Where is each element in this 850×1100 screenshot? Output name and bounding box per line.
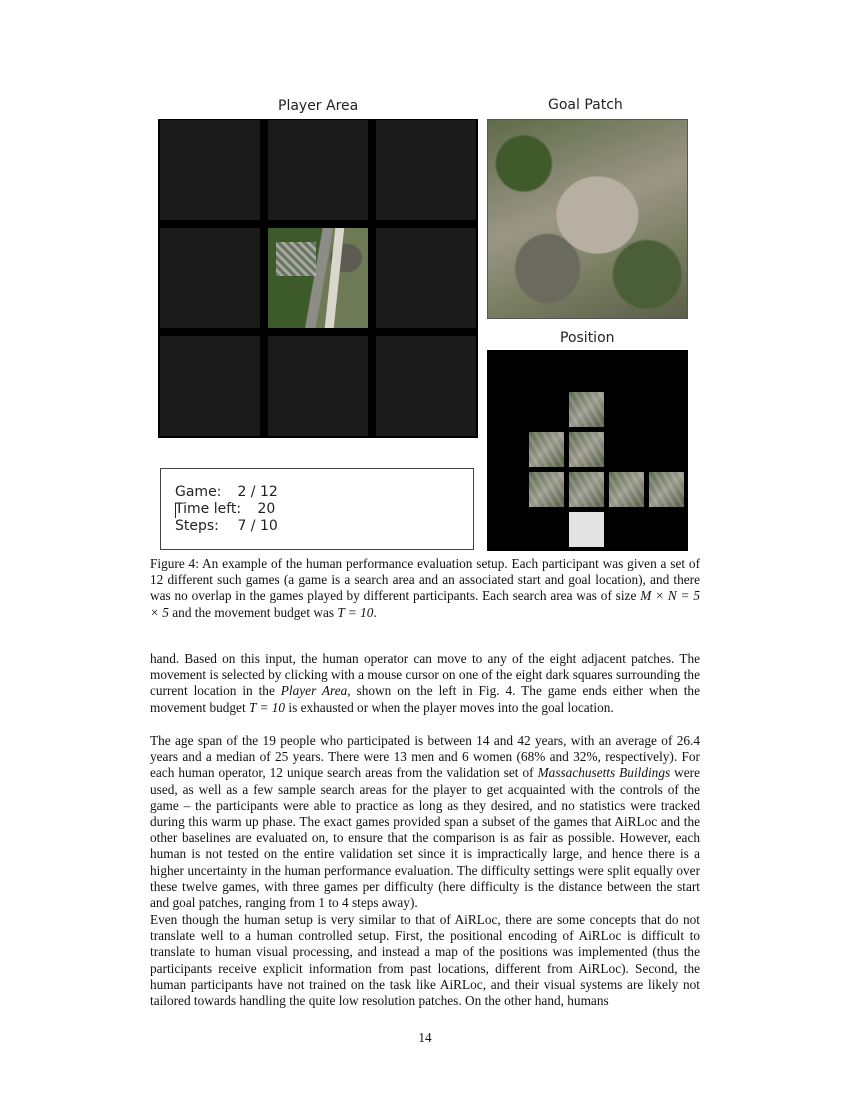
caption-text-end: . bbox=[373, 604, 377, 620]
grid-cell-sw[interactable] bbox=[160, 336, 260, 436]
game-value: 2 / 12 bbox=[237, 484, 278, 500]
para2-italic: Massachusetts Buildings bbox=[537, 765, 671, 781]
time-label: Time left: bbox=[175, 501, 242, 517]
figure-caption bbox=[150, 556, 700, 621]
grid-cell-e[interactable] bbox=[376, 228, 476, 328]
grid-cell-w[interactable] bbox=[160, 228, 260, 328]
para1-math: T = 10 bbox=[248, 699, 286, 715]
steps-value: 7 / 10 bbox=[237, 518, 278, 534]
grid-cell-nw[interactable] bbox=[160, 120, 260, 220]
para1-text-a: hand. Based on this input, the human operator can move to any of the eight adjacent patches. The movement is selected by clicking with a mouse cursor on one of the eight dark squares surrounding the current location in the bbox=[150, 651, 700, 699]
player-area-title: Player Area bbox=[278, 98, 359, 114]
visited-patch bbox=[529, 432, 564, 467]
current-location-patch bbox=[268, 228, 368, 328]
paragraph-3: Even though the human setup is very similar to that of AiRLoc, there are some concepts that do not translate well to a human controlled setup. First, the positional encoding of AiRLoc is difficult to translate to human visual processing, and instead a map of the positions was implemented (thus the participants receive explicit information from past locations, different from AiRLoc). Second, the human participants have not trained on the task like AiRLoc, and their visual systems are likely not tailored towards handling the quite low resolution patches. On the other hand, humans bbox=[150, 912, 700, 1009]
caption-text-mid: and the movement budget was bbox=[168, 604, 338, 620]
position-title: Position bbox=[560, 330, 615, 346]
position-map bbox=[487, 350, 688, 551]
time-value: 20 bbox=[257, 501, 276, 517]
steps-label: Steps: bbox=[175, 518, 219, 534]
grid-cell-n[interactable] bbox=[268, 120, 368, 220]
para2-text-a: The age span of the 19 people who participated is between 14 and 42 years, with an average of 26.4 years and a median of 25 years. There were 13 men and 6 women (68% and 32%, respectively). For each human operator, 12 unique search areas from the validation set of bbox=[150, 733, 700, 781]
caption-math-budget: T = 10 bbox=[337, 604, 374, 620]
paragraph-2 bbox=[150, 733, 700, 911]
visited-patch bbox=[529, 472, 564, 507]
grid-cell-s[interactable] bbox=[268, 336, 368, 436]
current-position-marker bbox=[569, 512, 604, 547]
visited-patch bbox=[569, 432, 604, 467]
goal-patch-image bbox=[487, 119, 688, 319]
grid-cell-ne[interactable] bbox=[376, 120, 476, 220]
caption-text: Figure 4: An example of the human performance evaluation setup. Each participant was given a set of 12 different such games (a game is a search area and an associated start and goal location), and there was no overlap in the games played by different participants. Each search area was of size bbox=[150, 556, 700, 604]
game-label: Game: bbox=[175, 484, 222, 500]
para2-text-b: were used, as well as a few sample search areas for the player to get acquainted with the controls of the game – the participants were able to practice as long as they desired, and no statistics were tracked during this warm up phase. The exact games provided span a subset of the games that AiRLoc and the other baselines are evaluated on, to ensure that the comparison is as fair as possible. However, each human is not tested on the entire validation set since it is impractically large, and hence there is a higher uncertainty in the human performance evaluation. The difficulty settings were split equally over these twelve games, with three games per difficulty (here difficulty is the distance between the start and goal patches, ranging from 1 to 4 steps away). bbox=[150, 765, 700, 911]
grid-cell-se[interactable] bbox=[376, 336, 476, 436]
game-counter bbox=[175, 484, 278, 500]
player-area-grid bbox=[158, 119, 478, 438]
para1-text-b: , shown on the left in Fig. 4. The game ends either when the movement budget bbox=[150, 683, 700, 715]
paragraph-1 bbox=[150, 651, 700, 716]
visited-patch bbox=[569, 392, 604, 427]
goal-patch-title: Goal Patch bbox=[548, 97, 623, 113]
para1-italic: Player Area bbox=[280, 683, 348, 699]
page-number: 14 bbox=[418, 1030, 432, 1045]
steps-counter bbox=[175, 518, 278, 534]
visited-patch bbox=[569, 472, 604, 507]
time-left bbox=[175, 501, 275, 517]
visited-patch bbox=[609, 472, 644, 507]
para1-text-c: is exhausted or when the player moves into the goal location. bbox=[285, 699, 614, 715]
caption-math-size: M × N = 5 × 5 bbox=[150, 588, 700, 620]
visited-patch bbox=[649, 472, 684, 507]
game-status-box bbox=[160, 468, 474, 550]
